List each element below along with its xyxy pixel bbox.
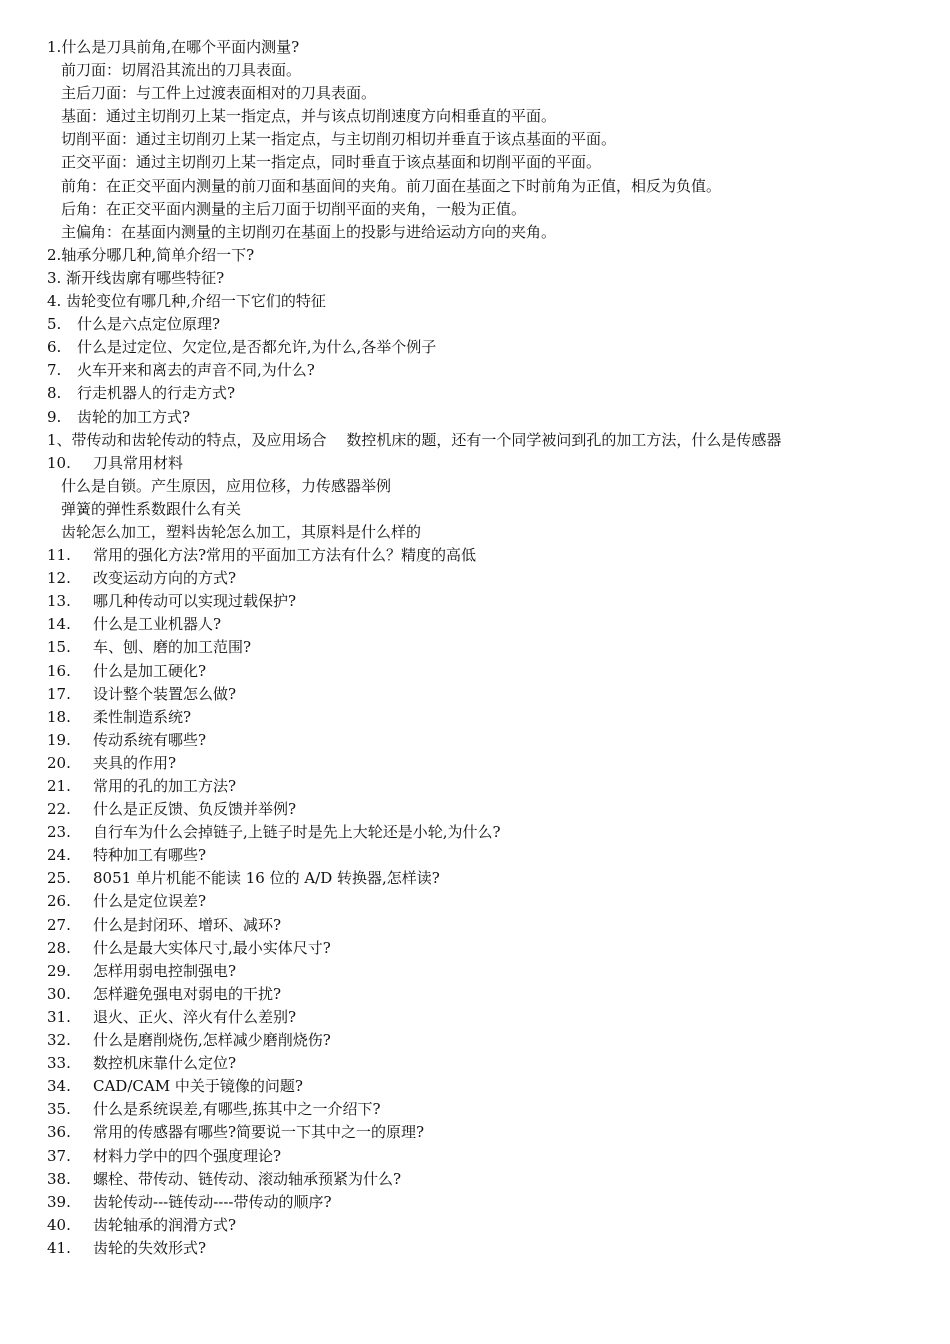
line-text: 常用的传感器有哪些?简要说一下其中之一的原理?	[93, 1123, 425, 1142]
line-number: 6.	[47, 338, 62, 357]
line-number: 7.	[47, 361, 62, 380]
line-text: 渐开线齿廓有哪些特征?	[61, 268, 225, 287]
line-number: 32.	[47, 1031, 71, 1050]
line-text: 什么是系统误差,有哪些,拣其中之一介绍下?	[93, 1100, 381, 1119]
line-text: 哪几种传动可以实现过载保护?	[93, 592, 297, 611]
line-number: 16.	[47, 661, 71, 680]
line-number: 38.	[47, 1169, 71, 1188]
line-number: 34.	[47, 1077, 71, 1096]
text-line	[47, 1029, 927, 1052]
text-line	[47, 1052, 927, 1075]
line-text: 基面：通过主切削刃上某一指定点，并与该点切削速度方向相垂直的平面。	[61, 107, 557, 126]
line-number: 40.	[47, 1215, 71, 1234]
text-line	[47, 821, 927, 844]
text-line	[47, 937, 927, 960]
line-text: 什么是正反馈、负反馈并举例?	[93, 800, 297, 819]
line-number: 17.	[47, 684, 71, 703]
text-line	[47, 752, 927, 775]
line-text: 齿轮变位有哪几种,介绍一下它们的特征	[61, 292, 326, 311]
line-text: 什么是磨削烧伤,怎样减少磨削烧伤?	[93, 1031, 331, 1050]
line-number: 31.	[47, 1007, 71, 1026]
text-line	[47, 336, 927, 359]
text-line	[47, 1168, 927, 1191]
text-line	[47, 660, 927, 683]
line-text: 弹簧的弹性系数跟什么有关	[61, 499, 242, 518]
line-text: 设计整个装置怎么做?	[93, 684, 237, 703]
text-line	[47, 475, 927, 498]
text-line	[47, 151, 927, 174]
line-number: 25.	[47, 869, 71, 888]
text-line	[47, 1121, 927, 1144]
line-number: 1、	[47, 430, 72, 449]
text-line	[47, 313, 927, 336]
text-line	[47, 1237, 927, 1260]
text-line	[47, 452, 927, 475]
line-text: 后角：在正交平面内测量的主后刀面于切削平面的夹角，一般为正值。	[61, 199, 527, 218]
text-line	[47, 1145, 927, 1168]
line-number: 27.	[47, 915, 71, 934]
text-line	[47, 267, 927, 290]
text-line	[47, 406, 927, 429]
text-line	[47, 290, 927, 313]
line-text: 什么是刀具前角,在哪个平面内测量?	[61, 38, 300, 56]
text-line	[47, 1075, 927, 1098]
text-line	[47, 544, 927, 567]
line-number: 5.	[47, 315, 62, 334]
text-line	[47, 521, 927, 544]
line-number: 11.	[47, 546, 71, 565]
line-text: 前角：在正交平面内测量的前刀面和基面间的夹角。前刀面在基面之下时前角为正值，相反为负值。	[61, 176, 722, 195]
text-line	[47, 890, 927, 913]
line-number: 10.	[47, 453, 71, 472]
line-text: 车、刨、磨的加工范围?	[93, 638, 252, 657]
line-text: 主后刀面：与工件上过渡表面相对的刀具表面。	[61, 84, 377, 103]
line-text: 主偏角：在基面内测量的主切削刃在基面上的投影与进给运动方向的夹角。	[61, 222, 557, 241]
line-text: 正交平面：通过主切削刃上某一指定点，同时垂直于该点基面和切削平面的平面。	[61, 153, 602, 172]
line-text: 特种加工有哪些?	[93, 846, 207, 865]
line-number: 18.	[47, 707, 71, 726]
text-line	[47, 198, 927, 221]
text-line	[47, 567, 927, 590]
line-text: CAD/CAM 中关于镜像的问题?	[93, 1077, 303, 1096]
line-number: 4.	[47, 292, 62, 311]
line-text: 行走机器人的行走方式?	[77, 384, 236, 403]
line-text: 什么是六点定位原理?	[77, 315, 221, 334]
line-text: 自行车为什么会掉链子,上链子时是先上大轮还是小轮,为什么?	[93, 823, 501, 842]
line-text: 夹具的作用?	[93, 753, 177, 772]
line-text: 柔性制造系统?	[93, 707, 192, 726]
line-text: 什么是工业机器人?	[93, 615, 222, 634]
line-text: 齿轮轴承的润滑方式?	[93, 1215, 237, 1234]
line-number: 23.	[47, 823, 71, 842]
line-text: 什么是加工硬化?	[93, 661, 207, 680]
line-number: 41.	[47, 1238, 71, 1257]
line-text: 8051 单片机能不能读 16 位的 A/D 转换器,怎样读?	[93, 869, 440, 888]
line-number: 2.	[47, 245, 62, 264]
line-text: 常用的强化方法?常用的平面加工方法有什么？精度的高低	[93, 546, 477, 565]
text-line	[47, 221, 927, 244]
text-line	[47, 706, 927, 729]
line-text: 火车开来和离去的声音不同,为什么?	[77, 361, 315, 380]
line-text: 怎样用弱电控制强电?	[93, 961, 237, 980]
line-number: 21.	[47, 777, 71, 795]
text-line	[47, 798, 927, 821]
line-text: 材料力学中的四个强度理论?	[93, 1146, 282, 1165]
line-number: 8.	[47, 384, 62, 403]
line-number: 33.	[47, 1054, 71, 1073]
line-number: 14.	[47, 615, 71, 634]
line-text: 怎样避免强电对弱电的干扰?	[93, 984, 282, 1003]
line-text: 轴承分哪几种,简单介绍一下?	[61, 245, 255, 264]
line-text: 齿轮的失效形式?	[93, 1238, 207, 1257]
line-text: 切削平面：通过主切削刃上某一指定点，与主切削刃相切并垂直于该点基面的平面。	[61, 130, 617, 149]
text-line	[47, 914, 927, 937]
text-line	[47, 960, 927, 983]
line-text: 什么是过定位、欠定位,是否都允许,为什么,各举个例子	[77, 338, 437, 357]
line-number: 24.	[47, 846, 71, 865]
line-number: 22.	[47, 800, 71, 819]
line-number: 29.	[47, 961, 71, 980]
line-text: 什么是封闭环、增环、减环?	[93, 915, 282, 934]
line-text: 螺栓、带传动、链传动、滚动轴承预紧为什么?	[93, 1169, 402, 1188]
text-line	[47, 983, 927, 1006]
text-line	[47, 1214, 927, 1237]
line-text: 退火、正火、淬火有什么差别?	[93, 1007, 297, 1026]
text-line	[47, 613, 927, 636]
line-text: 常用的孔的加工方法?	[93, 777, 237, 795]
document-body	[47, 36, 927, 1260]
line-number: 39.	[47, 1192, 71, 1211]
line-number: 3.	[47, 268, 62, 287]
text-line	[47, 59, 927, 82]
text-line	[47, 775, 927, 798]
line-number: 35.	[47, 1100, 71, 1119]
line-number: 15.	[47, 638, 71, 657]
line-number: 9.	[47, 407, 62, 426]
text-line	[47, 498, 927, 521]
line-number: 36.	[47, 1123, 71, 1142]
line-number: 1.	[47, 38, 62, 56]
line-number: 19.	[47, 730, 71, 749]
line-number: 20.	[47, 753, 71, 772]
text-line	[47, 1098, 927, 1121]
line-number: 37.	[47, 1146, 71, 1165]
line-text: 带传动和齿轮传动的特点，及应用场合 数控机床的题，还有一个同学被问到孔的加工方法，什么是传感器	[71, 430, 782, 449]
line-text: 齿轮的加工方式?	[77, 407, 191, 426]
text-line	[47, 683, 927, 706]
text-line	[47, 844, 927, 867]
text-line	[47, 429, 927, 452]
text-line	[47, 82, 927, 105]
text-line	[47, 36, 927, 59]
text-line	[47, 590, 927, 613]
line-text: 刀具常用材料	[93, 453, 184, 472]
line-text: 齿轮传动---链传动----带传动的顺序?	[93, 1192, 332, 1211]
line-number: 30.	[47, 984, 71, 1003]
line-number: 28.	[47, 938, 71, 957]
text-line	[47, 105, 927, 128]
line-number: 12.	[47, 569, 71, 588]
text-line	[47, 244, 927, 267]
line-text: 前刀面：切屑沿其流出的刀具表面。	[61, 61, 302, 80]
line-number: 13.	[47, 592, 71, 611]
line-text: 齿轮怎么加工，塑料齿轮怎么加工，其原料是什么样的	[61, 522, 422, 541]
text-line	[47, 128, 927, 151]
line-text: 什么是定位误差?	[93, 892, 207, 911]
text-line	[47, 867, 927, 890]
text-line	[47, 1191, 927, 1214]
text-line	[47, 175, 927, 198]
line-text: 什么是最大实体尺寸,最小实体尺寸?	[93, 938, 331, 957]
line-number: 26.	[47, 892, 71, 911]
text-line	[47, 382, 927, 405]
line-text: 传动系统有哪些?	[93, 730, 207, 749]
line-text: 什么是自锁。产生原因，应用位移，力传感器举例	[61, 476, 392, 495]
text-line	[47, 636, 927, 659]
text-line	[47, 359, 927, 382]
line-text: 数控机床靠什么定位?	[93, 1054, 237, 1073]
line-text: 改变运动方向的方式?	[93, 569, 237, 588]
text-line	[47, 1006, 927, 1029]
text-line	[47, 729, 927, 752]
